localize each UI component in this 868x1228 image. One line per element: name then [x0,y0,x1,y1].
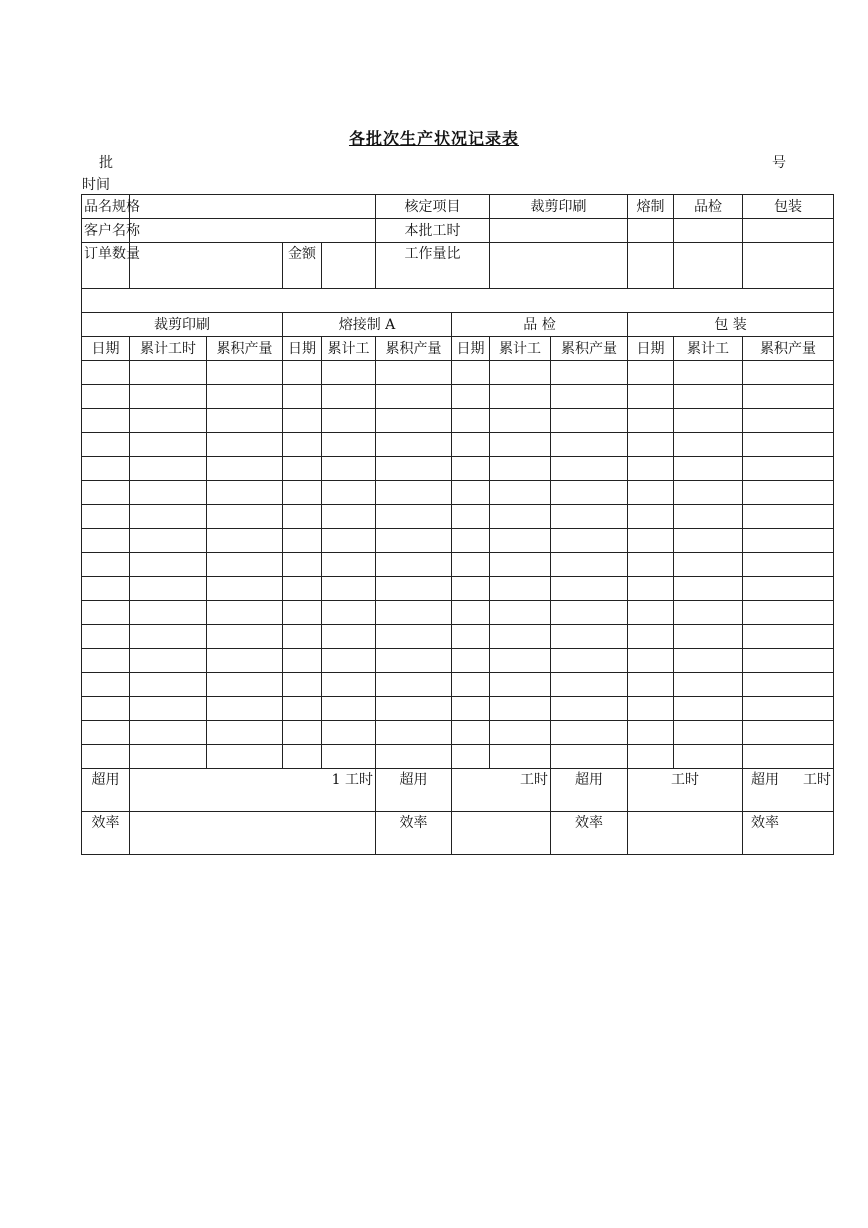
table-cell[interactable] [743,625,834,649]
table-row [82,457,834,481]
table-cell[interactable] [743,697,834,721]
table-cell[interactable] [207,577,283,601]
table-row [82,385,834,409]
table-cell[interactable] [207,361,283,385]
table-cell[interactable] [130,409,207,433]
table-cell[interactable] [452,481,490,505]
table-cell[interactable] [490,697,551,721]
table-cell[interactable] [628,481,674,505]
workload-fusing[interactable] [628,243,674,289]
table-cell[interactable] [674,361,743,385]
column-header: 日期 [82,337,130,361]
table-cell[interactable] [376,673,452,697]
table-cell[interactable] [283,697,322,721]
table-cell[interactable] [376,481,452,505]
production-record-table [81,194,834,855]
table-cell[interactable] [452,433,490,457]
table-cell[interactable] [82,697,130,721]
column-header: 累积产量 [207,337,283,361]
table-cell[interactable] [628,673,674,697]
table-cell[interactable] [628,553,674,577]
table-cell[interactable] [452,697,490,721]
table-cell[interactable] [551,385,628,409]
table-cell[interactable] [376,409,452,433]
column-header: 累计工 [490,337,551,361]
table-cell[interactable] [628,361,674,385]
column-header: 累计工时 [130,337,207,361]
table-cell[interactable] [743,457,834,481]
table-cell[interactable] [743,385,834,409]
table-cell[interactable] [207,529,283,553]
table-row [82,505,834,529]
table-cell[interactable] [490,409,551,433]
table-cell[interactable] [82,457,130,481]
table-cell[interactable] [130,433,207,457]
overuse-hours-packing: 工时 [803,772,831,788]
table-row [82,577,834,601]
table-cell[interactable] [82,385,130,409]
table-cell[interactable] [376,433,452,457]
efficiency-cutting[interactable] [130,812,376,855]
table-cell[interactable] [376,601,452,625]
table-cell[interactable] [376,529,452,553]
info-section [82,195,834,361]
table-cell[interactable] [207,433,283,457]
table-cell[interactable] [743,673,834,697]
table-cell[interactable] [452,625,490,649]
table-cell[interactable] [322,433,376,457]
table-cell[interactable] [452,721,490,745]
table-cell[interactable] [322,553,376,577]
efficiency-packing [743,812,834,855]
check-item-label: 核定项目 [376,195,490,219]
overuse-label-packing: 超用 [751,772,779,788]
spec-field[interactable] [130,195,376,219]
table-cell[interactable] [82,673,130,697]
table-cell[interactable] [674,433,743,457]
table-cell[interactable] [322,457,376,481]
table-cell[interactable] [376,649,452,673]
table-row [82,433,834,457]
table-cell[interactable] [452,361,490,385]
table-cell[interactable] [551,361,628,385]
table-cell[interactable] [452,649,490,673]
table-cell[interactable] [490,745,551,769]
overuse-label-fusing: 超用 [376,769,452,812]
table-cell[interactable] [490,529,551,553]
table-cell[interactable] [376,577,452,601]
table-cell[interactable] [743,745,834,769]
table-row [82,673,834,697]
table-cell[interactable] [674,745,743,769]
process-header-inspection: 品检 [674,195,743,219]
table-cell[interactable] [283,433,322,457]
workload-packing[interactable] [743,243,834,289]
column-header-row [82,337,834,361]
table-cell[interactable] [490,361,551,385]
table-cell[interactable] [452,577,490,601]
table-cell[interactable] [130,721,207,745]
efficiency-inspection[interactable] [628,812,743,855]
table-cell[interactable] [322,721,376,745]
table-cell[interactable] [283,721,322,745]
table-cell[interactable] [322,505,376,529]
table-cell[interactable] [743,649,834,673]
table-cell[interactable] [628,577,674,601]
table-cell[interactable] [674,721,743,745]
table-cell[interactable] [283,649,322,673]
number-label: 号 [772,155,786,171]
table-cell[interactable] [322,697,376,721]
table-cell[interactable] [283,673,322,697]
table-cell[interactable] [743,577,834,601]
table-cell[interactable] [376,721,452,745]
table-row [82,625,834,649]
table-cell[interactable] [452,673,490,697]
table-cell[interactable] [376,745,452,769]
table-cell[interactable] [130,745,207,769]
table-cell[interactable] [452,745,490,769]
table-cell[interactable] [207,457,283,481]
table-cell[interactable] [82,481,130,505]
table-cell[interactable] [452,457,490,481]
table-cell[interactable] [490,673,551,697]
table-cell[interactable] [628,721,674,745]
amount-label [283,243,322,289]
table-cell[interactable] [628,601,674,625]
page-title: 各批次生产状况记录表 [348,129,519,148]
table-cell[interactable] [551,721,628,745]
table-cell[interactable] [322,385,376,409]
table-cell[interactable] [207,745,283,769]
table-cell[interactable] [207,553,283,577]
table-cell[interactable] [743,601,834,625]
table-cell[interactable] [628,385,674,409]
table-row [82,745,834,769]
table-cell[interactable] [82,529,130,553]
batch-label: 批 [99,155,113,171]
table-cell[interactable] [283,385,322,409]
table-cell[interactable] [376,625,452,649]
table-cell[interactable] [207,385,283,409]
table-cell[interactable] [130,577,207,601]
table-cell[interactable] [82,505,130,529]
table-cell[interactable] [490,649,551,673]
table-cell[interactable] [490,721,551,745]
amount-field[interactable] [322,243,376,289]
table-cell[interactable] [551,457,628,481]
table-cell[interactable] [130,673,207,697]
table-cell[interactable] [322,409,376,433]
table-cell[interactable] [743,553,834,577]
table-cell[interactable] [283,481,322,505]
table-cell[interactable] [82,553,130,577]
table-cell[interactable] [130,625,207,649]
table-cell[interactable] [82,433,130,457]
overuse-label: 超用 [82,769,130,812]
table-cell[interactable] [628,505,674,529]
table-cell[interactable] [207,721,283,745]
table-cell[interactable] [283,457,322,481]
overuse-packing [743,769,834,812]
stage-header-packing: 包 装 [628,313,834,337]
table-cell[interactable] [551,673,628,697]
table-cell[interactable] [322,745,376,769]
table-cell[interactable] [551,745,628,769]
table-cell[interactable] [322,649,376,673]
table-cell[interactable] [674,385,743,409]
column-header: 累积产量 [743,337,834,361]
time-label: 时间 [82,177,110,193]
order-qty-field[interactable] [130,243,283,289]
column-header: 日期 [283,337,322,361]
table-cell[interactable] [551,697,628,721]
workload-ratio-label: 工作量比 [376,243,490,289]
table-row [82,529,834,553]
table-cell[interactable] [674,601,743,625]
table-cell[interactable] [452,385,490,409]
efficiency-fusing[interactable] [452,812,551,855]
table-cell[interactable] [82,745,130,769]
table-cell[interactable] [674,457,743,481]
table-cell[interactable] [674,481,743,505]
table-cell[interactable] [283,505,322,529]
table-cell[interactable] [743,505,834,529]
footer-section [82,769,834,855]
column-header: 累积产量 [376,337,452,361]
table-cell[interactable] [283,625,322,649]
table-cell[interactable] [490,433,551,457]
efficiency-label-fusing: 效率 [376,812,452,855]
process-header-fusing: 熔制 [628,195,674,219]
table-cell[interactable] [743,409,834,433]
process-header-packing: 包装 [743,195,834,219]
process-header-cutting: 裁剪印刷 [490,195,628,219]
table-row [82,721,834,745]
table-cell[interactable] [130,697,207,721]
table-cell[interactable] [130,481,207,505]
table-cell[interactable] [376,697,452,721]
table-cell[interactable] [207,697,283,721]
batch-hours-cutting[interactable] [490,219,628,243]
table-cell[interactable] [376,553,452,577]
table-cell[interactable] [130,649,207,673]
table-row [82,361,834,385]
table-cell[interactable] [490,601,551,625]
table-row [82,601,834,625]
table-cell[interactable] [82,577,130,601]
table-cell[interactable] [628,529,674,553]
table-cell[interactable] [490,553,551,577]
table-cell[interactable] [743,529,834,553]
table-cell[interactable] [376,505,452,529]
table-row [82,697,834,721]
table-cell[interactable] [283,409,322,433]
table-cell[interactable] [743,481,834,505]
table-cell[interactable] [743,361,834,385]
table-cell[interactable] [628,625,674,649]
table-cell[interactable] [674,553,743,577]
order-qty-label: 订单数量 [82,243,130,289]
table-cell[interactable] [130,553,207,577]
table-cell[interactable] [452,409,490,433]
table-cell[interactable] [674,697,743,721]
table-cell[interactable] [490,577,551,601]
table-cell[interactable] [452,529,490,553]
table-cell[interactable] [82,601,130,625]
table-cell[interactable] [551,649,628,673]
efficiency-label: 效率 [82,812,130,855]
table-row [82,553,834,577]
table-cell[interactable] [283,577,322,601]
table-cell[interactable] [628,745,674,769]
table-cell[interactable] [376,457,452,481]
table-row [82,649,834,673]
table-cell[interactable] [551,481,628,505]
data-rows [82,361,834,769]
table-cell[interactable] [452,553,490,577]
table-cell[interactable] [551,625,628,649]
customer-field[interactable] [130,219,376,243]
table-cell[interactable] [283,361,322,385]
table-cell[interactable] [207,649,283,673]
table-cell[interactable] [207,673,283,697]
customer-label: 客户名称 [82,219,130,243]
table-cell[interactable] [322,361,376,385]
table-cell[interactable] [674,649,743,673]
table-cell[interactable] [322,625,376,649]
table-cell[interactable] [207,409,283,433]
table-cell[interactable] [674,625,743,649]
table-cell[interactable] [322,601,376,625]
separator-row [82,289,834,313]
table-cell[interactable] [452,601,490,625]
table-cell[interactable] [130,385,207,409]
table-cell[interactable] [628,457,674,481]
table-cell[interactable] [283,745,322,769]
overuse-hours-inspection: 工时 [628,769,743,812]
table-cell[interactable] [322,481,376,505]
table-cell[interactable] [130,457,207,481]
table-cell[interactable] [490,505,551,529]
table-cell[interactable] [628,697,674,721]
stage-header-inspection: 品 检 [452,313,628,337]
table-cell[interactable] [551,529,628,553]
column-header: 累计工 [674,337,743,361]
efficiency-label-packing: 效率 [751,815,779,831]
table-row [82,481,834,505]
efficiency-label-inspection: 效率 [551,812,628,855]
table-cell[interactable] [207,625,283,649]
table-cell[interactable] [376,361,452,385]
table-cell[interactable] [452,505,490,529]
table-cell[interactable] [674,529,743,553]
batch-hours-inspection[interactable] [674,219,743,243]
table-cell[interactable] [551,601,628,625]
workload-cutting[interactable] [490,243,628,289]
table-cell[interactable] [283,601,322,625]
column-header: 累计工 [322,337,376,361]
table-cell[interactable] [82,649,130,673]
table-cell[interactable] [490,385,551,409]
batch-hours-fusing[interactable] [628,219,674,243]
table-cell[interactable] [743,721,834,745]
table-cell[interactable] [207,481,283,505]
table-cell[interactable] [82,625,130,649]
table-cell[interactable] [130,505,207,529]
table-cell[interactable] [130,361,207,385]
column-header: 日期 [452,337,490,361]
table-cell[interactable] [82,721,130,745]
batch-hours-label: 本批工时 [376,219,490,243]
table-cell[interactable] [674,409,743,433]
table-cell[interactable] [551,409,628,433]
table-cell[interactable] [130,529,207,553]
table-cell[interactable] [551,553,628,577]
table-cell[interactable] [628,433,674,457]
workload-inspection[interactable] [674,243,743,289]
table-cell[interactable] [82,409,130,433]
column-header: 日期 [628,337,674,361]
batch-hours-packing[interactable] [743,219,834,243]
table-cell[interactable] [551,577,628,601]
stage-header-fusing: 熔接制 A [283,313,452,337]
table-cell[interactable] [283,553,322,577]
overuse-hours-fusing: 工时 [452,769,551,812]
table-row [82,409,834,433]
table-cell[interactable] [743,433,834,457]
table-cell[interactable] [674,505,743,529]
stage-header-cutting: 裁剪印刷 [82,313,283,337]
table-cell[interactable] [674,577,743,601]
table-cell[interactable] [322,529,376,553]
table-cell[interactable] [283,529,322,553]
overuse-hours-cutting: 1 工时 [130,769,376,812]
table-cell[interactable] [490,625,551,649]
table-cell[interactable] [82,361,130,385]
table-cell[interactable] [322,673,376,697]
table-cell[interactable] [551,505,628,529]
column-header: 累积产量 [551,337,628,361]
table-cell[interactable] [628,649,674,673]
table-cell[interactable] [490,457,551,481]
table-cell[interactable] [207,505,283,529]
table-cell[interactable] [376,385,452,409]
table-cell[interactable] [674,673,743,697]
amount-label-text: 金额 [288,246,316,262]
table-cell[interactable] [207,601,283,625]
overuse-label-inspection: 超用 [551,769,628,812]
table-cell[interactable] [490,481,551,505]
spec-label: 品名规格 [82,195,130,219]
table-cell[interactable] [130,601,207,625]
table-cell[interactable] [322,577,376,601]
table-cell[interactable] [551,433,628,457]
table-cell[interactable] [628,409,674,433]
